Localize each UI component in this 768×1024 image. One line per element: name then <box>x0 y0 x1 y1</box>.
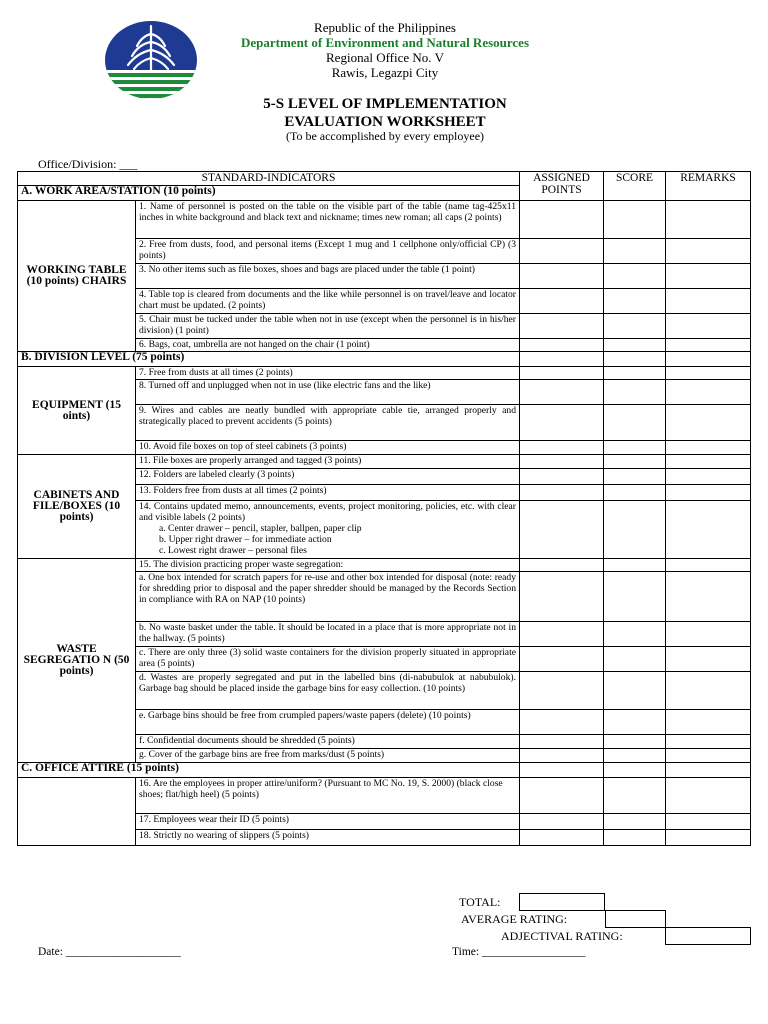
group-cabinets: CABINETS AND FILE/BOXES (10 points) <box>18 455 136 559</box>
item-8: 8. Turned off and unplugged when not in use (like electric fans and the like) <box>136 380 520 405</box>
item-5: 5. Chair must be tucked under the table when not in use (except when the personnel is in his/her division) (1 point) <box>136 314 520 339</box>
item-9: 9. Wires and cables are neatly bundled with appropriate cable tie, arranged properly and strategically placed to prevent accidents (5 points) <box>136 405 520 441</box>
assigned-cell[interactable] <box>520 735 604 749</box>
item-14-sub-a: a. Center drawer – pencil, stapler, ballpen, paper clip <box>159 523 362 534</box>
office-division-field[interactable]: Office/Division: ___ <box>38 157 138 171</box>
item-14-sub-c: c. Lowest right drawer – personal files <box>159 545 307 556</box>
remarks-cell[interactable] <box>666 778 751 814</box>
col-assigned-line1: ASSIGNED <box>533 172 590 184</box>
item-3: 3. No other items such as file boxes, shoes and bags are placed under the table (1 point) <box>136 264 520 289</box>
group-equipment: EQUIPMENT (15 oints) <box>18 367 136 455</box>
score-cell[interactable] <box>604 380 666 405</box>
adjectival-rating-label: ADJECTIVAL RATING: <box>501 929 623 943</box>
score-cell[interactable] <box>604 201 666 239</box>
remarks-cell[interactable] <box>666 763 751 778</box>
subtitle: (To be accomplished by every employee) <box>285 129 485 143</box>
adjectival-rating-box[interactable] <box>665 927 751 945</box>
group-attire-blank <box>18 778 136 846</box>
item-16: 16. Are the employees in proper attire/uniform? (Pursuant to MC No. 19, S. 2000) (black close shoes; flat/high heel) (5 points) <box>136 778 520 814</box>
group-working-table: WORKING TABLE (10 points) CHAIRS <box>18 201 136 352</box>
remarks-cell[interactable] <box>666 735 751 749</box>
group-waste: WASTE SEGREGATIO N (50 points) <box>18 559 136 763</box>
section-c-title: C. OFFICE ATTIRE (15 points) <box>18 763 520 778</box>
table-row <box>18 367 751 380</box>
score-cell[interactable] <box>604 469 666 485</box>
score-cell[interactable] <box>604 441 666 455</box>
remarks-cell[interactable] <box>666 501 751 559</box>
score-cell[interactable] <box>604 710 666 735</box>
remarks-cell[interactable] <box>666 559 751 572</box>
score-cell[interactable] <box>604 405 666 441</box>
score-cell[interactable] <box>604 367 666 380</box>
col-assigned-points-header <box>520 172 604 201</box>
average-rating-box[interactable] <box>605 910 666 928</box>
score-cell[interactable] <box>604 314 666 339</box>
assigned-cell[interactable] <box>520 441 604 455</box>
assigned-cell[interactable] <box>520 201 604 239</box>
score-cell[interactable] <box>604 501 666 559</box>
item-15b: b. No waste basket under the table. It should be located in a place that is more appropriate not in the hallway. (5 points) <box>136 622 520 647</box>
assigned-cell[interactable] <box>520 455 604 469</box>
item-14-text: 14. Contains updated memo, announcements, events, project monitoring, policies, etc. with clear and visible labels (2 points) <box>139 501 516 523</box>
title-line1: 5-S LEVEL OF IMPLEMENTATION <box>263 96 507 112</box>
assigned-cell[interactable] <box>520 672 604 710</box>
assigned-cell[interactable] <box>520 572 604 622</box>
assigned-cell[interactable] <box>520 830 604 846</box>
item-6: 6. Bags, coat, umbrella are not hanged on the chair (1 point) <box>136 339 520 352</box>
item-11: 11. File boxes are properly arranged and tagged (3 points) <box>136 455 520 469</box>
remarks-cell[interactable] <box>666 749 751 763</box>
remarks-cell[interactable] <box>666 339 751 352</box>
item-15c: c. There are only three (3) solid waste containers for the division properly situated in appropriate area (5 points) <box>136 647 520 672</box>
col-assigned-line2: POINTS <box>541 184 582 196</box>
assigned-cell[interactable] <box>520 778 604 814</box>
assigned-cell[interactable] <box>520 749 604 763</box>
remarks-cell[interactable] <box>666 201 751 239</box>
average-rating-label: AVERAGE RATING: <box>461 912 568 926</box>
remarks-cell[interactable] <box>666 314 751 339</box>
score-cell[interactable] <box>604 672 666 710</box>
score-cell[interactable] <box>604 814 666 830</box>
evaluation-table <box>17 171 751 846</box>
assigned-cell[interactable] <box>520 352 604 367</box>
item-15a: a. One box intended for scratch papers for re-use and other box intended for disposal (note: ready for shredding prior to disposal and the paper shredder should be managed by the Records Section in compliance with RA on NAP (10 points) <box>136 572 520 622</box>
remarks-cell[interactable] <box>666 814 751 830</box>
score-cell[interactable] <box>604 572 666 622</box>
assigned-cell[interactable] <box>520 380 604 405</box>
date-field[interactable]: Date: ____________________ <box>38 946 181 958</box>
section-a-title: A. WORK AREA/STATION (10 points) <box>18 186 520 201</box>
assigned-cell[interactable] <box>520 501 604 559</box>
remarks-cell[interactable] <box>666 441 751 455</box>
score-cell[interactable] <box>604 830 666 846</box>
item-15f: f. Confidential documents should be shredded (5 points) <box>136 735 520 749</box>
table-row <box>18 455 751 469</box>
score-cell[interactable] <box>604 264 666 289</box>
item-17: 17. Employees wear their ID (5 points) <box>136 814 520 830</box>
item-15d: d. Wastes are properly segregated and put in the labelled bins (di-nabubulok at nabubulok). Garbage bag should be placed inside the garbage bins for easy collection. (10 points) <box>136 672 520 710</box>
item-1: 1. Name of personnel is posted on the table on the visible part of the table (name tag-425x11 inches in white background and black text and nickname; times new roman; all caps (2 points) <box>136 201 520 239</box>
table-row <box>18 201 751 239</box>
score-cell[interactable] <box>604 763 666 778</box>
score-cell[interactable] <box>604 622 666 647</box>
remarks-cell[interactable] <box>666 239 751 264</box>
total-box[interactable] <box>519 893 605 911</box>
section-b-title: B. DIVISION LEVEL (75 points) <box>18 352 520 367</box>
table-row <box>18 778 751 814</box>
time-field[interactable]: Time: __________________ <box>452 946 586 958</box>
remarks-cell[interactable] <box>666 367 751 380</box>
remarks-cell[interactable] <box>666 380 751 405</box>
assigned-cell[interactable] <box>520 763 604 778</box>
remarks-cell[interactable] <box>666 485 751 501</box>
assigned-cell[interactable] <box>520 485 604 501</box>
assigned-cell[interactable] <box>520 264 604 289</box>
header-address: Rawis, Legazpi City <box>331 65 439 80</box>
score-cell[interactable] <box>604 778 666 814</box>
item-15e: e. Garbage bins should be free from crumpled papers/waste papers (delete) (10 points) <box>136 710 520 735</box>
assigned-cell[interactable] <box>520 405 604 441</box>
table-row <box>18 559 751 572</box>
item-15: 15. The division practicing proper waste segregation: <box>136 559 520 572</box>
col-remarks-header: REMARKS <box>666 172 751 201</box>
item-7: 7. Free from dusts at all times (2 points) <box>136 367 520 380</box>
remarks-cell[interactable] <box>666 469 751 485</box>
item-14 <box>136 501 520 559</box>
table-header-row <box>18 172 751 186</box>
col-score-header: SCORE <box>604 172 666 201</box>
remarks-cell[interactable] <box>666 572 751 622</box>
assigned-cell[interactable] <box>520 814 604 830</box>
assigned-cell[interactable] <box>520 710 604 735</box>
remarks-cell[interactable] <box>666 710 751 735</box>
score-cell[interactable] <box>604 559 666 572</box>
item-10: 10. Avoid file boxes on top of steel cabinets (3 points) <box>136 441 520 455</box>
header-republic: Republic of the Philippines <box>314 20 456 35</box>
title-line2: EVALUATION WORKSHEET <box>284 114 486 130</box>
assigned-cell[interactable] <box>520 647 604 672</box>
score-cell[interactable] <box>604 239 666 264</box>
remarks-cell[interactable] <box>666 622 751 647</box>
score-cell[interactable] <box>604 289 666 314</box>
item-12: 12. Folders are labeled clearly (3 points) <box>136 469 520 485</box>
remarks-cell[interactable] <box>666 352 751 367</box>
assigned-cell[interactable] <box>520 339 604 352</box>
remarks-cell[interactable] <box>666 672 751 710</box>
remarks-cell[interactable] <box>666 405 751 441</box>
score-cell[interactable] <box>604 455 666 469</box>
assigned-cell[interactable] <box>520 622 604 647</box>
assigned-cell[interactable] <box>520 289 604 314</box>
header-regional-office: Regional Office No. V <box>326 50 444 65</box>
score-cell[interactable] <box>604 749 666 763</box>
assigned-cell[interactable] <box>520 469 604 485</box>
header-department: Department of Environment and Natural Resources <box>240 35 530 50</box>
remarks-cell[interactable] <box>666 455 751 469</box>
item-4: 4. Table top is cleared from documents and the like while personnel is on travel/leave and locator chart must be updated. (2 points) <box>136 289 520 314</box>
col-indicators-header: STANDARD-INDICATORS <box>18 172 520 186</box>
item-2: 2. Free from dusts, food, and personal items (Except 1 mug and 1 cellphone only/official CP) (3 points) <box>136 239 520 264</box>
score-cell[interactable] <box>604 485 666 501</box>
item-14-sub-b: b. Upper right drawer – for immediate action <box>159 534 332 545</box>
assigned-cell[interactable] <box>520 239 604 264</box>
score-cell[interactable] <box>604 352 666 367</box>
score-cell[interactable] <box>604 735 666 749</box>
remarks-cell[interactable] <box>666 289 751 314</box>
total-label: TOTAL: <box>459 895 501 909</box>
item-18: 18. Strictly no wearing of slippers (5 points) <box>136 830 520 846</box>
item-13: 13. Folders free from dusts at all times (2 points) <box>136 485 520 501</box>
remarks-cell[interactable] <box>666 647 751 672</box>
assigned-cell[interactable] <box>520 314 604 339</box>
score-cell[interactable] <box>604 339 666 352</box>
remarks-cell[interactable] <box>666 264 751 289</box>
score-cell[interactable] <box>604 647 666 672</box>
assigned-cell[interactable] <box>520 367 604 380</box>
remarks-cell[interactable] <box>666 830 751 846</box>
item-15g: g. Cover of the garbage bins are free from marks/dust (5 points) <box>136 749 520 763</box>
assigned-cell[interactable] <box>520 559 604 572</box>
